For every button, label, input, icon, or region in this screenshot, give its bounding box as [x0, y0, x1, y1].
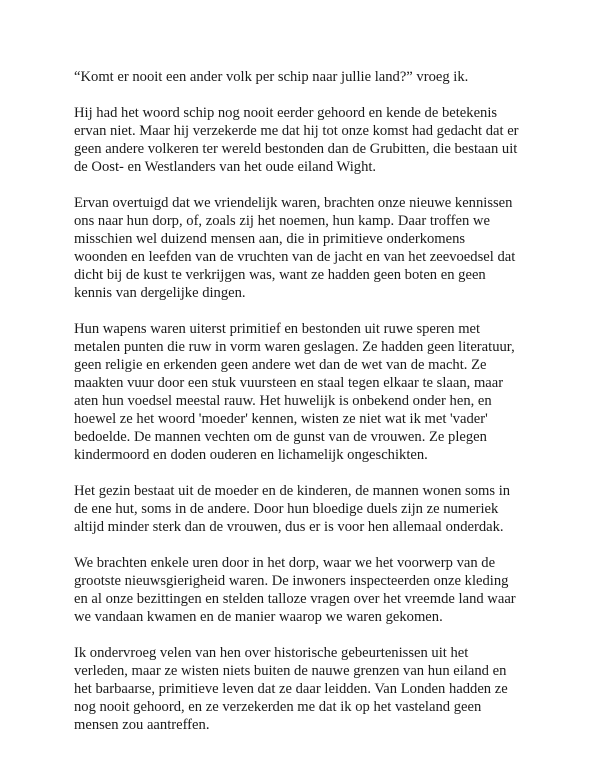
- paragraph-visit: We brachten enkele uren door in het dorp, waar we het voorwerp van de grootste nieuwsgierigheid waren. De inwoners inspecteerden onze kleding en al onze bezittingen en stelden talloze vragen over het vreemde land waar we vandaan kwamen en de manier waarop we waren gekomen.: [74, 555, 516, 625]
- paragraph-grubitten: Hij had het woord schip nog nooit eerder gehoord en kende de betekenis ervan niet. Maar hij verzekerde me dat hij tot onze komst had gedacht dat er geen andere volkeren ter wereld bestonden dan de Grubitten, die bestaan uit de Oost- en Westlanders van het oude eiland Wight.: [74, 105, 519, 175]
- paragraph-weapons: Hun wapens waren uiterst primitief en bestonden uit ruwe speren met metalen punten die ruw in vorm waren geslagen. Ze hadden geen literatuur, geen religie en erkenden geen andere wet dan de wet van de macht. Ze maakten vuur door een stuk vuursteen en staal tegen elkaar te slaan, maar aten hun voedsel meestal rauw. Het huwelijk is onbekend onder hen, en hoewel ze het woord 'moeder' kennen, wisten ze niet wat ik met 'vader' bedoelde. De mannen vechten om de gunst van de vrouwen. Ze plegen kindermoord en doden ouderen en lichamelijk ongeschikten.: [74, 321, 515, 463]
- paragraph-village: Ervan overtuigd dat we vriendelijk waren, brachten onze nieuwe kennissen ons naar hun dorp, of, zoals zij het noemen, hun kamp. Daar troffen we misschien wel duizend mensen aan, die in primitieve onderkomens woonden en leefden van de vruchten van de jacht en van het zeevoedsel dat dicht bij de kust te verkrijgen was, want ze hadden geen boten en geen kennis van dergelijke dingen.: [74, 195, 516, 301]
- document-page: [74, 68, 534, 752]
- paragraph-question: “Komt er nooit een ander volk per schip naar jullie land?” vroeg ik.: [74, 69, 469, 85]
- paragraph-family: Het gezin bestaat uit de moeder en de kinderen, de mannen wonen soms in de ene hut, soms in de andere. Door hun bloedige duels zijn ze numeriek altijd minder sterk dan de vrouwen, dus er is voor hen allemaal onderdak.: [74, 483, 511, 535]
- paragraph-history: Ik ondervroeg velen van hen over historische gebeurtenissen uit het verleden, maar ze wisten niets buiten de nauwe grenzen van hun eiland en het barbaarse, primitieve leven dat ze daar leidden. Van Londen hadden ze nog nooit gehoord, en ze verzekerden me dat ik op het vasteland geen mensen zou aantreffen.: [74, 645, 508, 733]
